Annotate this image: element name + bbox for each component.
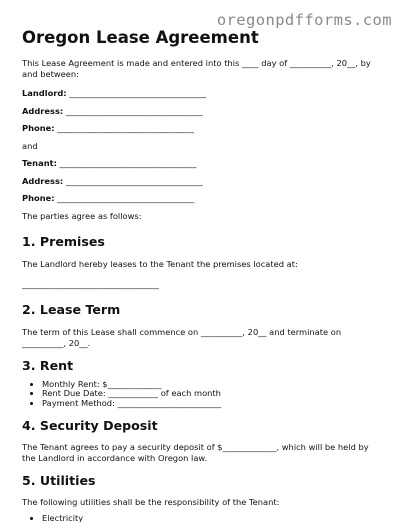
lease-term-heading: 2. Lease Term bbox=[22, 301, 121, 317]
monthly-rent-item: • Monthly Rent: $_____________ bbox=[42, 380, 382, 390]
landlord-phone-field[interactable] bbox=[22, 123, 382, 134]
rent-heading: 3. Rent bbox=[22, 357, 74, 373]
landlord-phone-label: Phone: bbox=[22, 123, 55, 133]
parties-agree-text: The parties agree as follows: bbox=[22, 210, 142, 221]
landlord-address-blank[interactable]: _________________________________ bbox=[65, 105, 203, 116]
security-deposit-heading: 4. Security Deposit bbox=[22, 417, 158, 433]
tenant-address-blank[interactable]: _________________________________ bbox=[65, 175, 203, 186]
utilities-text: The following utilities shall be the responsibility of the Tenant: bbox=[22, 496, 280, 507]
landlord-address-field[interactable] bbox=[22, 106, 382, 117]
lease-document bbox=[22, 28, 382, 522]
security-deposit-text: The Tenant agrees to pay a security deposit of $_____________, which will be held by the Landlord in accordance with Oregon law. bbox=[22, 441, 369, 463]
rent-list bbox=[22, 380, 382, 409]
tenant-name-field[interactable] bbox=[22, 158, 382, 169]
tenant-phone-field[interactable] bbox=[22, 193, 382, 204]
landlord-phone-blank[interactable]: _________________________________ bbox=[57, 123, 195, 133]
tenant-phone-blank[interactable]: _________________________________ bbox=[57, 193, 195, 203]
document-title: Oregon Lease Agreement bbox=[22, 28, 259, 47]
lease-term-text: The term of this Lease shall commence on __________, 20__ and terminate on __________, 20__. bbox=[22, 326, 342, 348]
utilities-list bbox=[22, 514, 382, 522]
utility-item-electricity: • Electricity bbox=[42, 514, 382, 522]
intro-paragraph: This Lease Agreement is made and entered into this ____ day of __________, 20__, by and between: bbox=[22, 58, 371, 79]
tenant-address-field[interactable] bbox=[22, 176, 382, 187]
payment-method-item: • Payment Method: _________________________ bbox=[42, 399, 382, 409]
landlord-name-label: Landlord: bbox=[22, 88, 67, 98]
landlord-name-blank[interactable]: _________________________________ bbox=[69, 88, 207, 98]
site-watermark: oregonpdfforms.com bbox=[216, 11, 392, 29]
premises-text: The Landlord hereby leases to the Tenant the premises located at: bbox=[22, 258, 298, 269]
premises-heading: 1. Premises bbox=[22, 233, 105, 249]
utilities-heading: 5. Utilities bbox=[22, 472, 96, 488]
tenant-name-blank[interactable]: _________________________________ bbox=[59, 158, 197, 168]
landlord-address-label: Address: bbox=[22, 105, 64, 116]
tenant-phone-label: Phone: bbox=[22, 193, 55, 203]
and-text: and bbox=[22, 140, 38, 151]
rent-due-date-item: • Rent Due Date: ____________ of each month bbox=[42, 389, 382, 399]
landlord-name-field[interactable] bbox=[22, 88, 382, 99]
premises-address-blank[interactable]: _________________________________ bbox=[22, 278, 159, 289]
tenant-address-label: Address: bbox=[22, 175, 64, 186]
tenant-name-label: Tenant: bbox=[22, 158, 57, 168]
